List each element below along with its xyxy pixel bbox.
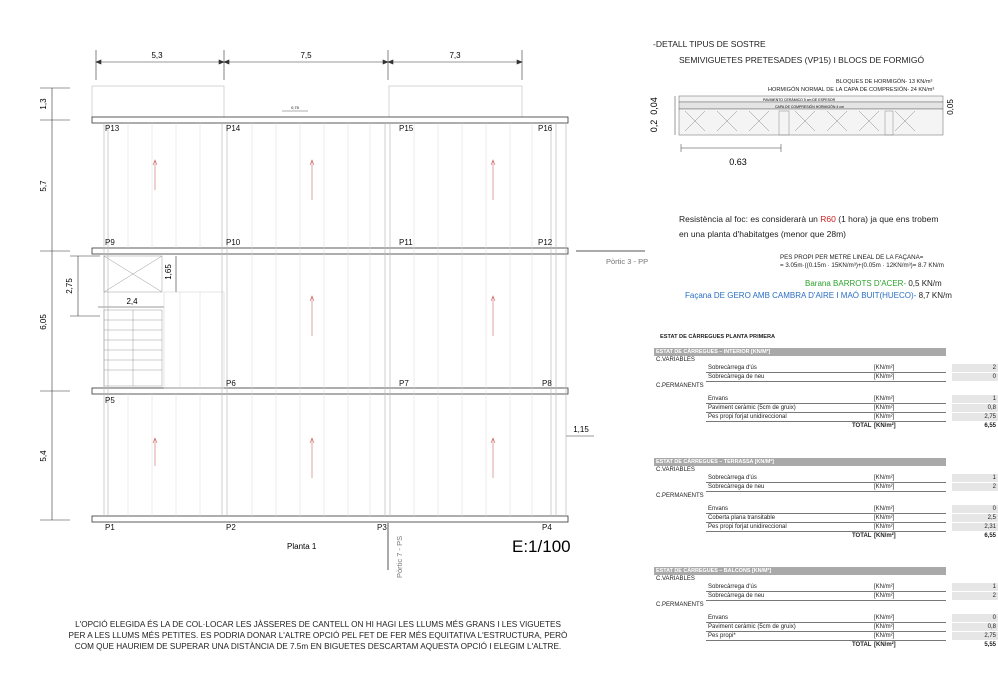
dim-inner-4: 1,15 [573, 425, 589, 434]
small-mark: 0,75 [291, 105, 299, 110]
detail-dim-w: 0.63 [729, 157, 747, 167]
table-total: TOTAL [KN/m²] 6,55 [852, 423, 996, 429]
fire-resistance [679, 212, 938, 242]
dim-left-3: 6,05 [39, 314, 48, 330]
table-total: TOTAL [KN/m²] 5,55 [852, 642, 996, 648]
top-parapet-right [389, 86, 522, 118]
dim-inner-3: 2,4 [126, 297, 138, 306]
plan-title: Planta 1 [287, 542, 317, 551]
terrassa-cp: C.PERMANENTS [656, 493, 704, 499]
table-interior [654, 348, 996, 430]
pillar-p3: P3 [377, 523, 387, 532]
fire-post: (1 hora) ja que ens trobem [835, 214, 939, 224]
detail-label-2: HORMIGÓN NORMAL DE LA CAPA DE COMPRESIÓN- 24 KN/m³ [768, 87, 935, 93]
tables-title: ESTAT DE CÀRREGUES PLANTA PRIMERA [660, 334, 776, 340]
pillar-p15: P15 [399, 124, 414, 133]
detail-label-4: CAPA DE COMPRESIÓN HORMIGÓN 4 cm [775, 105, 844, 109]
table-total: TOTAL [KN/m²] 6,55 [852, 533, 996, 539]
dim-left-1: 1,3 [39, 98, 48, 110]
beams [92, 117, 568, 522]
pillar-p14: P14 [226, 124, 241, 133]
table-row: Envans [KN/m²] 1 [708, 396, 996, 402]
pillar-p5: P5 [105, 396, 115, 405]
table-row: Pes propi forjat unidireccional [KN/m²] 2,75 [708, 414, 996, 420]
fire-rating: R60 [820, 214, 836, 224]
facade-facana [685, 291, 952, 300]
pillar-p8: P8 [542, 379, 552, 388]
facade-barana [805, 279, 942, 288]
barana-value: 0,5 KN/m [908, 279, 942, 288]
portic-right: Pòrtic 3 - PP [606, 257, 649, 266]
detail-heading: -DETALL TIPUS DE SOSTRE [653, 39, 766, 49]
balcons-cp: C.PERMANENTS [656, 602, 704, 608]
table-row: Sobrecàrrega d'ús [KN/m²] 1 [708, 584, 996, 590]
facade-formula: = 3.05m·((0.15m · 15KN/m³)+(0.05m · 12KN/m³)= 8.7 KN/m [780, 262, 944, 269]
fire-line2: en una planta d'habitatges (menor que 28m) [679, 229, 847, 239]
table-terrassa [654, 458, 996, 540]
table-row: Sobrecàrrega d'ús [KN/m²] 2 [708, 365, 996, 371]
detail-dim-right: 0,05 [946, 99, 955, 115]
table-row: Paviment ceràmic (5cm de gruix) [KN/m²] 0,8 [708, 405, 996, 411]
pillar-p4: P4 [542, 523, 552, 532]
table-row: Sobrecàrrega de neu [KN/m²] 2 [708, 484, 996, 490]
dim-left-2: 5,7 [39, 180, 48, 192]
table-terrassa-header: ESTAT DE CÀRREGUES – TERRASSA [KN/M²] [654, 458, 946, 466]
pillar-p12: P12 [538, 238, 553, 247]
table-balcons-header: ESTAT DE CÀRREGUES – BALCONS [KN/M²] [654, 567, 946, 575]
design-note: L'OPCIÓ ELEGIDA ÉS LA DE COL·LOCAR LES JÀSSERES DE CANTELL ON HI HAGI LES LLUMS MÉS GRANS I LES VIGUETES PER A LES LLUMS MÉS PETITES. ES PODRIA DONAR L'ALTRE OPCIÓ PEL FET DE FER MÉS EQUITATIVA L'ESTRUCTURA, PERÒ COM QUE HAURIEM DE SUPERAR UNA DISTÀNCIA DE 7.5m EN BIGUETES DESCARTAM AQUESTA OPCIÓ I ELEGIM L'ALTRE. [68, 620, 568, 651]
pillar-p6: P6 [226, 379, 236, 388]
table-row: Sobrecàrrega de neu [KN/m²] 0 [708, 374, 996, 380]
detail-subheading: SEMIVIGUETES PRETESADES (VP15) I BLOCS DE FORMIGÓ [679, 55, 925, 65]
dim-top-1: 5,3 [151, 51, 163, 60]
pillar-p9: P9 [105, 238, 115, 247]
detail-dim-h2: 0,2 [649, 119, 659, 133]
interior-cv: C.VARIABLES [656, 357, 695, 363]
facana-value: 8,7 KN/m [918, 291, 952, 300]
table-row: Sobrecàrrega d'ús [KN/m²] 1 [708, 475, 996, 481]
detail-dim-h1: 0,04 [649, 97, 659, 115]
pillar-p16: P16 [538, 124, 553, 133]
detail-label-3: PAVIMENTO CERÁMICO 5 cm DE ESPESOR [763, 98, 836, 102]
dim-left-4: 5,4 [39, 450, 48, 462]
detail-label-1: BLOQUES DE HORMIGÓN- 13 KN/m³ [836, 79, 933, 85]
pillar-p13: P13 [105, 124, 120, 133]
terrassa-cv: C.VARIABLES [656, 467, 695, 473]
slab-section-detail [645, 90, 965, 180]
table-row: Envans [KN/m²] 0 [708, 615, 996, 621]
table-row: Pes propi forjat unidireccional [KN/m²] 2,31 [708, 524, 996, 530]
table-interior-header: ESTAT DE CÀRREGUES – INTERIOR [KN/M²] [654, 348, 946, 356]
pillar-p7: P7 [399, 379, 409, 388]
portic-bottom: Pòrtic 7 - PS [395, 535, 404, 578]
pillar-p10: P10 [226, 238, 241, 247]
table-balcons [654, 567, 996, 649]
dim-inner-2: 1,65 [164, 264, 173, 280]
pillar-p11: P11 [399, 238, 413, 247]
plan-scale: E:1/100 [512, 537, 571, 556]
interior-cp: C.PERMANENTS [656, 383, 704, 389]
table-row: Coberta plana transitable [KN/m²] 2,5 [708, 515, 996, 521]
joists [128, 123, 532, 516]
table-row: Paviment ceràmic (5cm de gruix) [KN/m²] 0,8 [708, 624, 996, 630]
top-parapet-left [92, 86, 224, 118]
pillar-p1: P1 [105, 523, 115, 532]
pillar-labels [105, 124, 553, 532]
dim-top-3: 7,3 [449, 51, 461, 60]
table-row: Envans [KN/m²] 0 [708, 506, 996, 512]
dim-inner-1: 2,75 [65, 278, 74, 294]
pillar-p2: P2 [226, 523, 236, 532]
barana-label: Barana BARROTS D'ACER- [805, 279, 907, 288]
dim-top-2: 7,5 [300, 51, 312, 60]
fire-pre: Resistència al foc: es considerarà un [679, 214, 821, 224]
facana-label: Façana DE GERO AMB CAMBRA D'AIRE I MAÓ BUIT(HUECO)- [685, 291, 917, 300]
table-row: Pes propi* [KN/m²] 2,75 [708, 633, 996, 639]
facade-title: PES PROPI PER METRE LINEAL DE LA FAÇANA= [780, 254, 924, 261]
table-row: Sobrecàrrega de neu [KN/m²] 2 [708, 593, 996, 599]
balcons-cv: C.VARIABLES [656, 576, 695, 582]
